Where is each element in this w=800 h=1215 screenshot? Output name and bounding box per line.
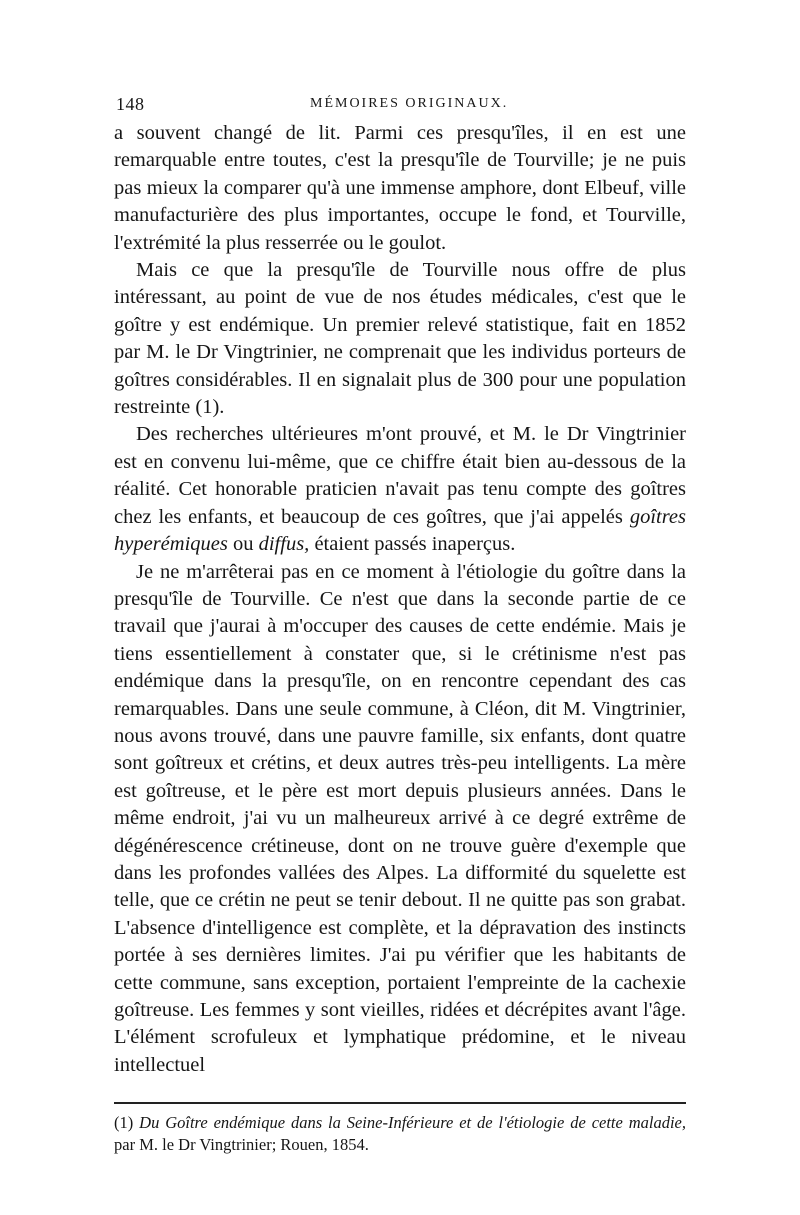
running-title: MÉMOIRES ORIGINAUX. <box>310 96 509 111</box>
footnote <box>114 1112 686 1156</box>
page-number: 148 <box>116 94 145 114</box>
italic-term: goîtres hyperémiques <box>114 505 686 556</box>
footnote-marker: (1) <box>114 1113 134 1132</box>
paragraph-text: ou <box>227 533 259 556</box>
page <box>114 94 686 1079</box>
paragraph <box>114 257 686 421</box>
paragraph <box>114 421 686 558</box>
paragraph <box>114 120 686 257</box>
paragraph-text: Des recherches ultérieures m'ont prouvé, et M. le Dr Vingtrinier est en convenu lui-même, que ce chiffre était bien au-dessous de la réalité. Cet honorable praticien n'avait pas tenu compte des goîtres chez les enfants, et beaucoup de ces goîtres, que j'ai appelés <box>114 423 686 528</box>
footnote-title: Du Goître endémique dans la Seine-Inférieure et de l'étiologie de cette maladie, <box>139 1113 687 1132</box>
running-header <box>114 94 686 120</box>
italic-term: diffus, <box>258 533 310 556</box>
paragraph <box>114 559 686 1080</box>
body-text <box>114 120 686 1079</box>
paragraph-text: étaient passés inaperçus. <box>309 533 516 556</box>
paragraph-text: Mais ce que la presqu'île de Tourville nous offre de plus intéressant, au point de vue de nos études médicales, c'est que le goître y est endémique. Un premier relevé statistique, fait en 1852 par M. le Dr Vingtrinier, ne comprenait que les individus porteurs de goîtres considérables. Il en signalait plus de 300 pour une population restreinte (1). <box>114 259 686 419</box>
paragraph-text: Je ne m'arrêterai pas en ce moment à l'étiologie du goître dans la presqu'île de Tourville. Ce n'est que dans la seconde partie de ce travail que j'aurai à m'occuper des causes de cette endémie. Mais je tiens essentiellement à constater que, si le crétinisme n'est pas endémique dans la presqu'île, on en rencontre cependant des cas remarquables. Dans une seule commune, à Cléon, dit M. Vingtrinier, nous avons trouvé, dans une pauvre famille, six enfants, dont quatre sont goîtreux et crétins, et deux autres très-peu intelligents. La mère est goîtreuse, et le père est mort depuis plusieurs années. Dans le même endroit, j'ai vu un malheureux arrivé à ce degré extrême de dégénérescence crétineuse, dont on ne trouve guère d'exemple que dans les profondes vallées des Alpes. La difformité du squelette est telle, que ce crétin ne peut se tenir debout. Il ne quitte pas son grabat. L'absence d'intelligence est complète, et la dépravation des instincts portée à ses dernières limites. J'ai pu vérifier que les habitants de cette commune, sans exception, portaient l'empreinte de la cachexie goîtreuse. Les femmes y sont vieilles, ridées et décrépites avant l'âge. L'élément scrofuleux et lymphatique prédomine, et le niveau intellectuel <box>114 560 686 1076</box>
footnote-rest: par M. le Dr Vingtrinier; Rouen, 1854. <box>114 1135 369 1154</box>
paragraph-text: a souvent changé de lit. Parmi ces presqu'îles, il en est une remarquable entre toutes, c'est la presqu'île de Tourville; je ne puis pas mieux la comparer qu'à une immense amphore, dont Elbeuf, ville manufacturière des plus importantes, occupe le fond, et Tourville, l'extrémité la plus resserrée ou le goulot. <box>114 122 686 254</box>
footnote-divider <box>114 1102 686 1104</box>
